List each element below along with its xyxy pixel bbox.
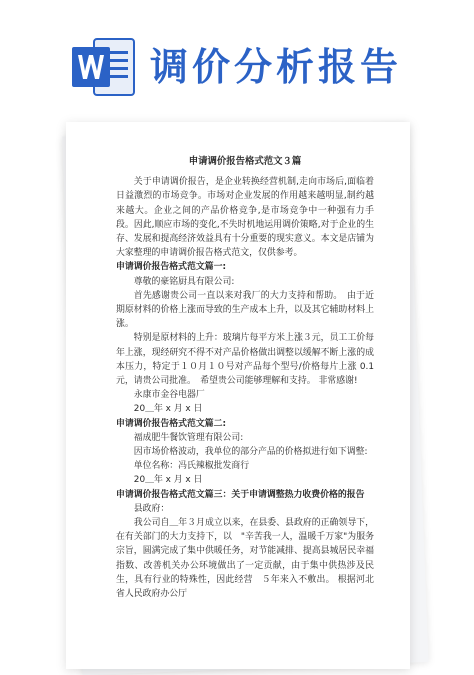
paragraph: 永康市金谷电器厂: [133, 390, 205, 401]
paragraph: 关于申请调价报告，是企业转换经营机制,走向市场后,面临着日益激烈的市场竞争。市场对企业发展的作用越来越明显,制约越来越大。企业之间的产品价格竞争,是市场竞争中一种强有力手段。因此,顺应市场的变化,不失时机地运用调价策略,对于企业的生存、发展和提高经济效益具有十分重要的现实意义。本文是店铺为大家整理的申请调价报告格式范文，仅供参考。: [116, 177, 374, 259]
section-heading: 申请调价报告格式范文篇二:: [116, 418, 227, 429]
paragraph: 尊敬的豪铭厨具有限公司:: [133, 276, 235, 287]
word-document-icon: [70, 33, 138, 101]
paragraph: 县政府：: [133, 503, 170, 514]
paragraph: 单位名称：冯氏辣椒批发商行: [133, 461, 250, 472]
paragraph: 20＿年 x 月 x 日: [133, 404, 203, 415]
paragraph-list: [116, 175, 374, 601]
document-title: 申请调价报告格式范文３篇: [188, 156, 302, 167]
section-heading: 申请调价报告格式范文篇三：关于申请调整热力收费价格的报告: [116, 489, 365, 500]
page-title: 调价分析报告: [150, 45, 403, 89]
paragraph: 我公司自＿年３月成立以来，在县委、县政府的正确领导下，在有关部门的大力支持下，以 "辛苦我一人，温暖千万家"为服务宗旨，圆满完成了集中供暖任务，对节能减排、提高县城居民幸福指数、改善机关办公环境做出了一定贡献，由于集中供热涉及民生，具有行业的特殊性，因此经营 ５年来入不敷出。 根据河北省人民政府办公厅: [116, 518, 374, 600]
paragraph: 特别是原材料的上升：玻璃片每平方米上涨３元，员工工价每年上涨，现经研究不得不对产品价格做出调整以缓解不断上涨的成本压力，特定于１０月１０号对产品每个型号/价格每片上涨 0.1 元，请贵公司批准。 希望贵公司能够理解和支持。 非常感谢!: [116, 333, 374, 387]
paragraph: 20＿年 x 月 x 日: [133, 475, 203, 486]
paragraph: 首先感谢贵公司一直以来对我厂的大力支持和帮助。 由于近期原材料的价格上涨而导致的生产成本上升，以及其它辅助材料上涨。: [116, 290, 374, 330]
paragraph: 因市场价格波动，我单位的部分产品的价格拟进行如下调整:: [133, 447, 368, 458]
header-banner: [0, 0, 474, 130]
paragraph: 福成肥牛餐饮管理有限公司:: [133, 432, 244, 443]
document-body: [116, 155, 374, 601]
document-page: [66, 122, 410, 669]
section-heading: 申请调价报告格式范文篇一:: [116, 262, 227, 273]
